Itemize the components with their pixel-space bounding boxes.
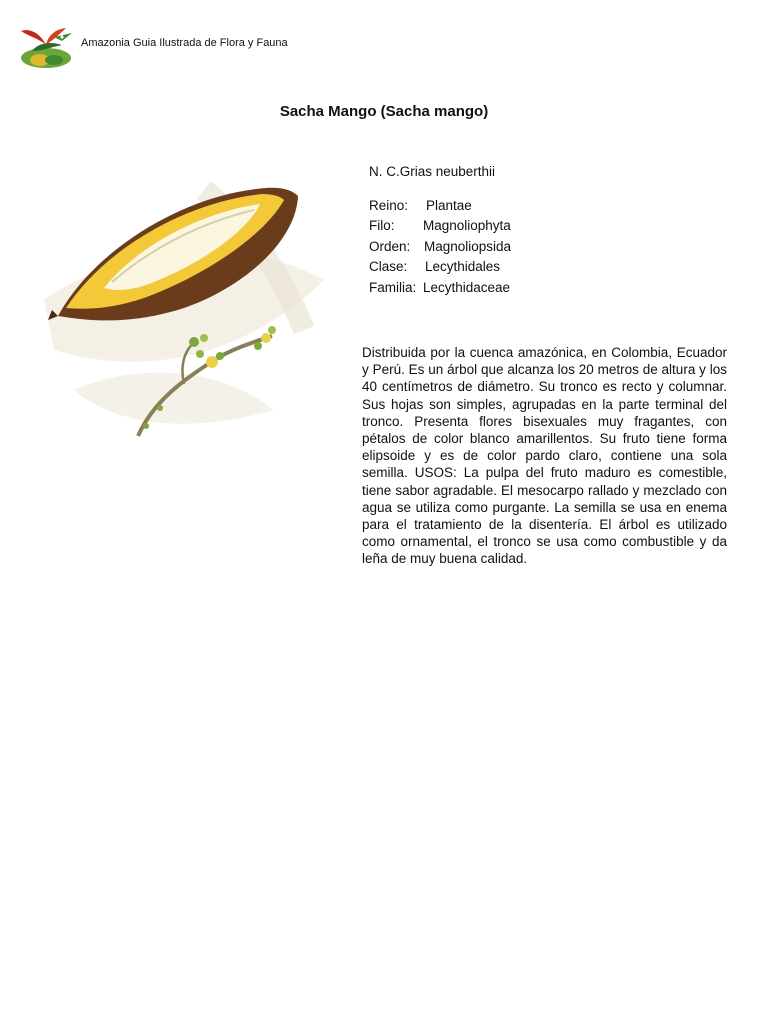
taxonomy-label: Reino: (369, 197, 409, 213)
taxonomy-row-filo (369, 216, 511, 237)
common-name: N. C.Grias neuberthii (369, 164, 496, 179)
taxonomy-value: Lecythidaceae (423, 279, 511, 295)
taxonomy-value: Magnoliopsida (424, 238, 512, 254)
taxonomy-value: Magnoliophyta (423, 218, 511, 234)
taxonomy-row-orden (369, 237, 511, 258)
taxonomy-value: Lecythidales (425, 259, 501, 275)
amazonia-bird-logo-icon (18, 25, 76, 71)
taxonomy-row-clase (369, 257, 511, 278)
page-title: Sacha Mango (Sacha mango) (279, 103, 489, 120)
taxonomy-label: Orden: (369, 238, 411, 254)
publication-title: Amazonia Guia Ilustrada de Flora y Fauna (81, 37, 288, 49)
sacha-mango-fruit-illustration-icon (34, 170, 330, 448)
taxonomy-label: Clase: (369, 259, 408, 275)
description-paragraph: Distribuida por la cuenca amazónica, en Colombia, Ecuador y Perú. Es un árbol que alcanza los 20 metros de altura y los 40 centímetros de diámetro. Su tronco es recto y columnar. Sus hojas son simples, agrupadas en la parte terminal del tronco. Presenta flores bisexuales muy fragantes, con pétalos de color blanco amarillentos. Su fruto tiene forma elipsoide y es de color pardo claro, contiene una sola semilla. USOS: La pulpa del fruto maduro es comestible, tiene sabor agradable. El mesocarpo rallado y mezclado con agua se utiliza como purgante. La semilla se usa en enema para el tratamiento de la disentería. El árbol es utilizado como ornamental, el tronco se usa como combustible y da leña de muy buena calidad. (362, 345, 727, 567)
taxonomy-label: Familia: (369, 279, 417, 295)
taxonomy-row-reino (369, 196, 511, 217)
taxonomy-value: Plantae (426, 197, 472, 213)
taxonomy-label: Filo: (369, 218, 395, 234)
taxonomy-block (369, 162, 511, 299)
taxonomy-row-familia (369, 278, 511, 299)
